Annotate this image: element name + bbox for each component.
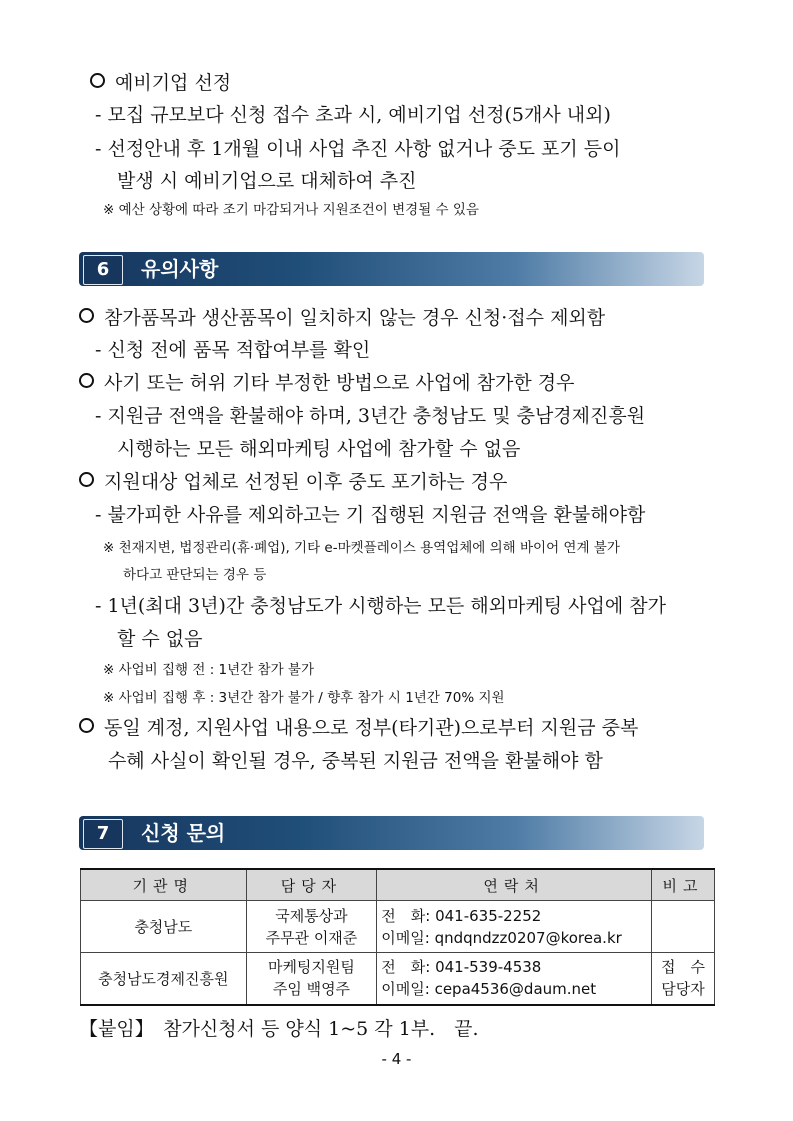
person-cell — [246, 901, 377, 953]
caution-item-3: 지원대상 업체로 선정된 이후 중도 포기하는 경우 — [79, 469, 507, 495]
section-6-header — [79, 252, 704, 286]
reserve-bullet-1: - 모집 규모보다 신청 접수 초과 시, 예비기업 선정(5개사 내외) — [95, 104, 611, 126]
caution-item-2-bullet-line-1: - 지원금 전액을 환불해야 하며, 3년간 충청남도 및 충남경제진흥원 — [95, 405, 646, 427]
person-text: 주임 백영주 — [272, 980, 351, 999]
header-person: 담당자 — [246, 869, 377, 901]
caution-item-4-line-2: 수혜 사실이 확인될 경우, 중복된 지원금 전액을 환불해야 함 — [108, 750, 603, 772]
attachment-line: 【붙임】 참가신청서 등 양식 1~5 각 1부. 끝. — [79, 1018, 479, 1040]
caution-item-3-note-2: ※ 사업비 집행 전 : 1년간 참가 불가 — [103, 662, 314, 678]
reserve-bullet-2-line-2: 발생 시 예비기업으로 대체하여 추진 — [117, 170, 417, 192]
email-text: 이메일: qndqndzz0207@korea.kr — [381, 928, 622, 947]
section-7-number: 7 — [83, 819, 123, 849]
caution-item-3-bullet-2-line-1: - 1년(최대 3년)간 충청남도가 시행하는 모든 해외마케팅 사업에 참가 — [95, 595, 666, 617]
page-number: - 4 - — [381, 1050, 412, 1068]
contact-table — [80, 868, 715, 1006]
reserve-note: ※ 예산 상황에 따라 조기 마감되거나 지원조건이 변경될 수 있음 — [103, 202, 479, 218]
note-text-2: 담당자 — [661, 980, 705, 999]
circle-bullet-icon — [79, 373, 94, 388]
caution-item-2: 사기 또는 허위 기타 부정한 방법으로 사업에 참가한 경우 — [79, 370, 574, 396]
section-7-title: 신청 문의 — [141, 821, 226, 845]
table-row — [81, 953, 715, 1005]
circle-bullet-icon — [79, 718, 94, 733]
caution-item-3-bullet-2-line-2: 할 수 없음 — [117, 628, 203, 650]
reserve-heading: 예비기업 선정 — [90, 70, 231, 96]
circle-bullet-icon — [90, 73, 105, 88]
caution-item-2-bullet-line-2: 시행하는 모든 해외마케팅 사업에 참가할 수 없음 — [117, 438, 521, 460]
caution-item-4-line-1: 동일 계정, 지원사업 내용으로 정부(타기관)으로부터 지원금 중복 — [79, 715, 638, 741]
header-note: 비고 — [652, 869, 715, 901]
table-header-row — [81, 869, 715, 901]
person-text: 주무관 이재준 — [265, 928, 358, 947]
caution-item-3-note-1-line-2: 하다고 판단되는 경우 등 — [123, 567, 267, 583]
contact-cell — [377, 953, 652, 1005]
circle-bullet-icon — [79, 308, 94, 323]
caution-item-3-bullet-1: - 불가피한 사유를 제외하고는 기 집행된 지원금 전액을 환불해야함 — [95, 504, 646, 526]
note-text-1: 접 수 — [661, 958, 706, 977]
note-cell — [652, 953, 715, 1005]
section-6-title: 유의사항 — [141, 257, 219, 281]
caution-item-1: 참가품목과 생산품목이 일치하지 않는 경우 신청·접수 제외함 — [79, 305, 605, 331]
section-7-header — [79, 816, 704, 850]
table-row — [81, 901, 715, 953]
section-6-number: 6 — [83, 255, 123, 285]
person-cell — [246, 953, 377, 1005]
caution-item-1-bullet: - 신청 전에 품목 적합여부를 확인 — [95, 339, 371, 361]
reserve-bullet-2-line-1: - 선정안내 후 1개월 이내 사업 추진 사항 없거나 중도 포기 등이 — [95, 138, 621, 160]
header-org: 기관명 — [81, 869, 247, 901]
caution-item-3-note-3: ※ 사업비 집행 후 : 3년간 참가 불가 / 향후 참가 시 1년간 70% 지원 — [103, 690, 505, 706]
contact-cell — [377, 901, 652, 953]
org-cell: 충청남도 — [81, 901, 247, 953]
dept-text: 마케팅지원팀 — [267, 958, 355, 977]
phone-text: 전 화: 041-539-4538 — [381, 958, 542, 977]
org-cell: 충청남도경제진흥원 — [81, 953, 247, 1005]
caution-item-3-note-1-line-1: ※ 천재지변, 법정관리(휴·폐업), 기타 e-마켓플레이스 용역업체에 의해 바이어 연계 불가 — [103, 540, 620, 556]
dept-text: 국제통상과 — [275, 906, 348, 925]
email-text: 이메일: cepa4536@daum.net — [381, 980, 597, 999]
header-contact: 연락처 — [377, 869, 652, 901]
note-cell — [652, 901, 715, 953]
phone-text: 전 화: 041-635-2252 — [381, 906, 542, 925]
circle-bullet-icon — [79, 472, 94, 487]
